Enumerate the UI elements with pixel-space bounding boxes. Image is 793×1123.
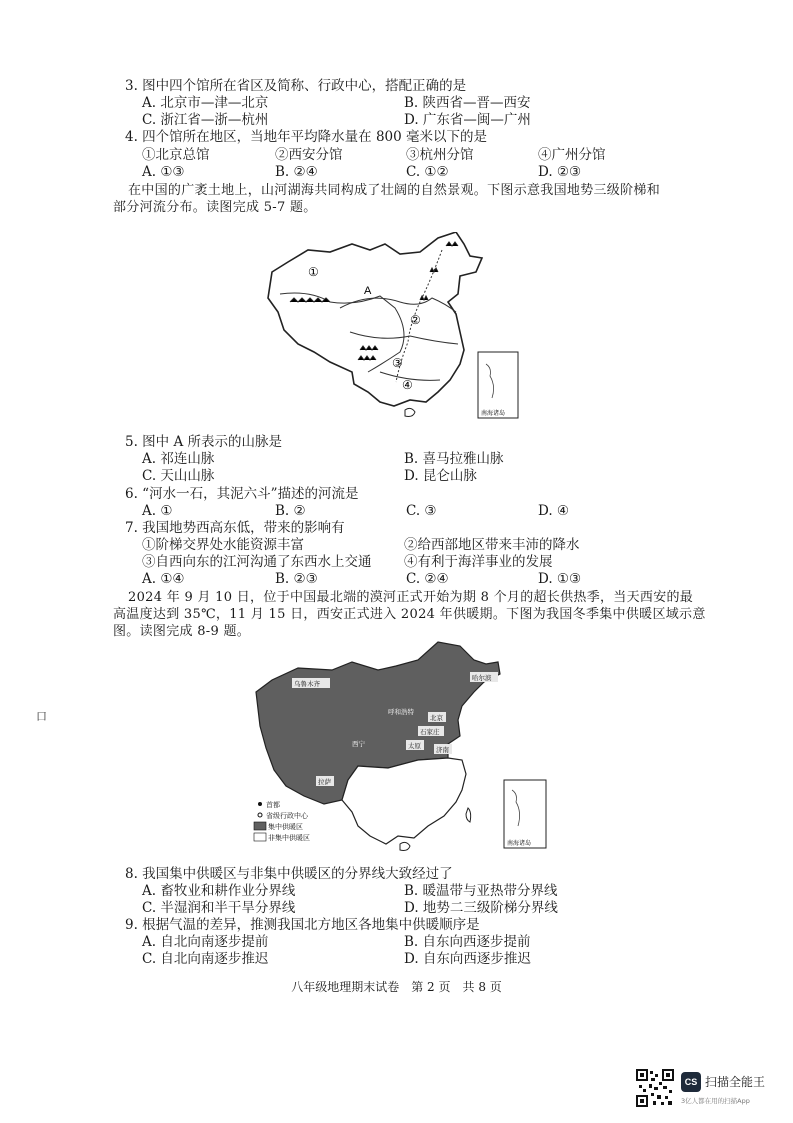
city-shijiazhuang: 石家庄 bbox=[420, 729, 440, 736]
q4-choice-2: ②西安分馆 bbox=[275, 147, 343, 163]
q6-stem: 6. “河水一石，其泥六斗”描述的河流是 bbox=[125, 486, 359, 502]
city-urumqi: 乌鲁木齐 bbox=[294, 681, 320, 688]
q8-option-d: D. 地势二三级阶梯分界线 bbox=[404, 900, 558, 916]
q6-option-a: A. ① bbox=[142, 503, 173, 519]
q9-option-b: B. 自东向西逐步提前 bbox=[404, 934, 531, 950]
china-outline bbox=[268, 232, 482, 406]
q7-option-c: C. ②④ bbox=[406, 571, 449, 587]
terrain-rivers-map bbox=[260, 232, 530, 432]
cs-logo-icon: CS bbox=[681, 1072, 701, 1092]
map-legend bbox=[254, 800, 310, 842]
q7-stem: 7. 我国地势西高东低，带来的影响有 bbox=[125, 520, 345, 536]
q6-option-d: D. ④ bbox=[538, 503, 570, 519]
q7-choice-4: ④有利于海洋事业的发展 bbox=[404, 554, 553, 570]
q4-option-c: C. ①② bbox=[406, 164, 449, 180]
q3-option-d: D. 广东省—闽—广州 bbox=[404, 112, 531, 128]
q5-option-d: D. 昆仑山脉 bbox=[404, 468, 477, 484]
heating-zone-map bbox=[248, 640, 558, 862]
city-harbin: 哈尔滨 bbox=[472, 675, 492, 682]
capital-symbol-icon bbox=[258, 802, 262, 806]
hainan-island bbox=[400, 842, 410, 850]
city-jinan: 济南 bbox=[436, 747, 449, 754]
provincial-symbol-icon bbox=[258, 813, 262, 817]
badge-title: 扫描全能王 bbox=[705, 1075, 766, 1089]
q4-option-d: D. ②③ bbox=[538, 164, 582, 180]
legend-provincial: 省级行政中心 bbox=[266, 813, 308, 820]
q5-stem: 5. 图中 A 所表示的山脉是 bbox=[125, 434, 283, 450]
q7-choice-3: ③自西向东的江河沟通了东西水上交通 bbox=[142, 554, 372, 570]
q8-option-c: C. 半湿润和半干旱分界线 bbox=[142, 900, 296, 916]
page-footer: 八年级地理期末试卷 第 2 页 共 8 页 bbox=[291, 980, 502, 994]
q3-option-a: A. 北京市—津—北京 bbox=[142, 95, 269, 111]
river-label-1: ① bbox=[308, 265, 319, 279]
qr-code-icon bbox=[635, 1068, 675, 1108]
intro-5-7-line-2: 部分河流分布。读图完成 5-7 题。 bbox=[113, 200, 317, 215]
intro-8-9-line-2: 高温度达到 35℃，11 月 15 日，西安正式进入 2024 年供暖期。下图为我国冬季集中供暖区域示意 bbox=[113, 607, 706, 622]
q7-option-a: A. ①④ bbox=[142, 571, 185, 587]
q7-choice-2: ②给西部地区带来丰沛的降水 bbox=[404, 537, 580, 553]
inset-label: 南海诸岛 bbox=[481, 410, 506, 417]
legend-central: 集中供暖区 bbox=[268, 824, 303, 831]
q9-option-d: D. 自东向西逐步推迟 bbox=[404, 951, 531, 967]
south-sea-inset bbox=[504, 780, 546, 848]
q5-option-b: B. 喜马拉雅山脉 bbox=[404, 451, 504, 467]
central-swatch bbox=[254, 822, 266, 830]
q4-option-a: A. ①③ bbox=[142, 164, 185, 180]
intro-8-9-line-3: 图。读图完成 8-9 题。 bbox=[113, 624, 251, 639]
river-label-2: ② bbox=[410, 313, 421, 327]
hainan-island bbox=[405, 408, 415, 416]
q3-stem: 3. 图中四个馆所在省区及简称、行政中心，搭配正确的是 bbox=[125, 78, 467, 94]
q4-stem: 4. 四个馆所在地区，当地年平均降水量在 800 毫米以下的是 bbox=[125, 129, 488, 145]
q9-option-c: C. 自北向南逐步推迟 bbox=[142, 951, 269, 967]
noncentral-swatch bbox=[254, 833, 266, 841]
q4-option-b: B. ②④ bbox=[275, 164, 318, 180]
q5-option-c: C. 天山山脉 bbox=[142, 468, 215, 484]
legend-capital: 首都 bbox=[266, 802, 280, 809]
intro-8-9-line-1: 2024 年 9 月 10 日，位于中国最北端的漠河正式开始为期 8 个月的超长供热季，当天西安的最 bbox=[128, 590, 694, 605]
legend-noncentral: 非集中供暖区 bbox=[268, 835, 310, 842]
noncentral-heating-region bbox=[342, 758, 466, 844]
q4-choice-1: ①北京总馆 bbox=[142, 147, 210, 163]
q4-choice-4: ④广州分馆 bbox=[538, 147, 606, 163]
inset-label: 南海诸岛 bbox=[507, 840, 532, 847]
q8-option-b: B. 暖温带与亚热带分界线 bbox=[404, 883, 558, 899]
south-sea-inset bbox=[478, 352, 518, 418]
badge-subtitle: 3亿人都在用的扫描App bbox=[681, 1097, 750, 1105]
q6-option-b: B. ② bbox=[275, 503, 306, 519]
q3-option-c: C. 浙江省—浙—杭州 bbox=[142, 112, 269, 128]
q8-option-a: A. 畜牧业和耕作业分界线 bbox=[142, 883, 296, 899]
q7-option-b: B. ②③ bbox=[275, 571, 318, 587]
river-label-4: ④ bbox=[402, 378, 413, 392]
binding-margin-mark: 口 bbox=[36, 710, 47, 723]
q7-choice-1: ①阶梯交界处水能资源丰富 bbox=[142, 537, 304, 553]
scanner-watermark bbox=[635, 1066, 785, 1110]
q5-option-a: A. 祁连山脉 bbox=[142, 451, 215, 467]
q6-option-c: C. ③ bbox=[406, 503, 437, 519]
q4-choice-3: ③杭州分馆 bbox=[406, 147, 474, 163]
city-hohhot: 呼和浩特 bbox=[388, 709, 414, 716]
river-label-3: ③ bbox=[392, 356, 403, 370]
taiwan-island bbox=[466, 808, 471, 822]
city-taiyuan: 太原 bbox=[408, 743, 421, 750]
mountain-label-a: A bbox=[364, 285, 372, 297]
city-xining: 西宁 bbox=[352, 741, 365, 748]
q8-stem: 8. 我国集中供暖区与非集中供暖区的分界线大致经过了 bbox=[125, 866, 453, 882]
q9-stem: 9. 根据气温的差异，推测我国北方地区各地集中供暖顺序是 bbox=[125, 917, 480, 933]
intro-5-7-line-1: 在中国的广袤土地上，山河湖海共同构成了壮阔的自然景观。下图示意我国地势三级阶梯和 bbox=[128, 183, 661, 198]
city-beijing: 北京 bbox=[430, 715, 443, 722]
q7-option-d: D. ①③ bbox=[538, 571, 582, 587]
city-lhasa: 拉萨 bbox=[318, 779, 331, 786]
q3-option-b: B. 陕西省—晋—西安 bbox=[404, 95, 531, 111]
q9-option-a: A. 自北向南逐步提前 bbox=[142, 934, 269, 950]
